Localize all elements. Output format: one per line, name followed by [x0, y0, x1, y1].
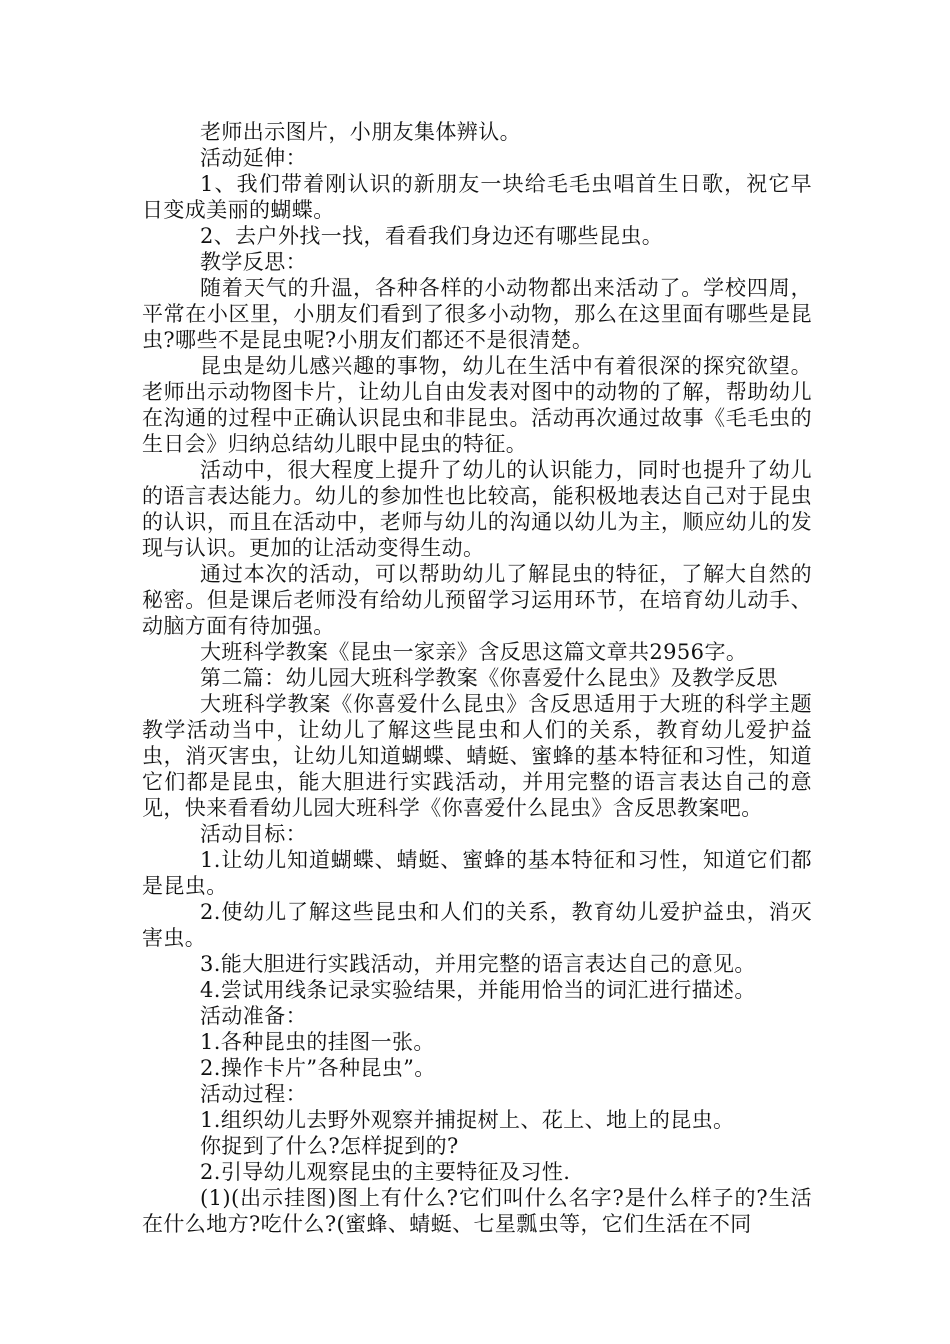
- goal-item-4: 4.尝试用线条记录实验结果，并能用恰当的词汇进行描述。: [200, 978, 756, 1002]
- section-heading-process: 活动过程：: [200, 1082, 307, 1106]
- paragraph-12: 大班科学教案《你喜爱什么昆虫》含反思适用于大班的科学主题教学活动当中，让幼儿了解这些昆虫和人们的关系，教育幼儿爱护益虫，消灭害虫，让幼儿知道蝴蝶、蜻蜓、蜜蜂的基本特征和习性，知道它们都是昆虫，能大胆进行实践活动，并用完整的语言表达自己的意见，快来看看幼儿园大班科学《你喜爱什么昆虫》含反思教案吧。: [142, 692, 812, 820]
- section-heading-preparation: 活动准备：: [200, 1004, 307, 1028]
- goal-item-1: 1.让幼儿知道蝴蝶、蜻蜓、蜜蜂的基本特征和习性，知道它们都是昆虫。: [142, 848, 812, 898]
- preparation-item-2: 2.操作卡片”各种昆虫”。: [200, 1056, 436, 1080]
- section-heading-goals: 活动目标：: [200, 822, 307, 846]
- document-page: [142, 119, 812, 1237]
- paragraph-1: 老师出示图片，小朋友集体辨认。: [200, 120, 521, 144]
- goal-item-3: 3.能大胆进行实践活动，并用完整的语言表达自己的意见。: [200, 952, 756, 976]
- section-heading-extension: 活动延伸：: [200, 146, 307, 170]
- paragraph-10: 大班科学教案《昆虫一家亲》含反思这篇文章共2956字。: [200, 640, 748, 664]
- goal-item-2: 2.使幼儿了解这些昆虫和人们的关系，教育幼儿爱护益虫，消灭害虫。: [142, 900, 812, 950]
- preparation-item-1: 1.各种昆虫的挂图一张。: [200, 1030, 435, 1054]
- process-item-1: 1.组织幼儿去野外观察并捕捉树上、花上、地上的昆虫。: [200, 1108, 735, 1132]
- paragraph-6: 随着天气的升温，各种各样的小动物都出来活动了。学校四周，平常在小区里，小朋友们看到了很多小动物，那么在这里面有哪些是昆虫?哪些不是昆虫呢?小朋友们都还不是很清楚。: [142, 276, 812, 352]
- paragraph-8: 活动中，很大程度上提升了幼儿的认识能力，同时也提升了幼儿的语言表达能力。幼儿的参加性也比较高，能积极地表达自己对于昆虫的认识，而且在活动中，老师与幼儿的沟通以幼儿为主，顺应幼儿的发现与认识。更加的让活动变得生动。: [142, 458, 812, 560]
- process-question: 你捉到了什么?怎样捉到的?: [200, 1134, 459, 1158]
- paragraph-4: 2、去户外找一找，看看我们身边还有哪些昆虫。: [200, 224, 664, 248]
- paragraph-3: 1、我们带着刚认识的新朋友一块给毛毛虫唱首生日歌，祝它早日变成美丽的蝴蝶。: [142, 172, 812, 222]
- paragraph-9: 通过本次的活动，可以帮助幼儿了解昆虫的特征，了解大自然的秘密。但是课后老师没有给幼儿预留学习运用环节，在培育幼儿动手、动脑方面有待加强。: [142, 562, 812, 638]
- article-title-second: 第二篇：幼儿园大班科学教案《你喜爱什么昆虫》及教学反思: [200, 666, 778, 690]
- paragraph-7: 昆虫是幼儿感兴趣的事物，幼儿在生活中有着很深的探究欲望。老师出示动物图卡片，让幼儿自由发表对图中的动物的了解，帮助幼儿在沟通的过程中正确认识昆虫和非昆虫。活动再次通过故事《毛毛虫的生日会》归纳总结幼儿眼中昆虫的特征。: [142, 354, 812, 456]
- process-subitem-1: (1)(出示挂图)图上有什么?它们叫什么名字?是什么样子的?生活在什么地方?吃什么?(蜜蜂、蜻蜓、七星瓢虫等，它们生活在不同: [142, 1186, 812, 1236]
- section-heading-reflection: 教学反思：: [200, 250, 307, 274]
- process-item-2: 2.引导幼儿观察昆虫的主要特征及习性.: [200, 1160, 571, 1184]
